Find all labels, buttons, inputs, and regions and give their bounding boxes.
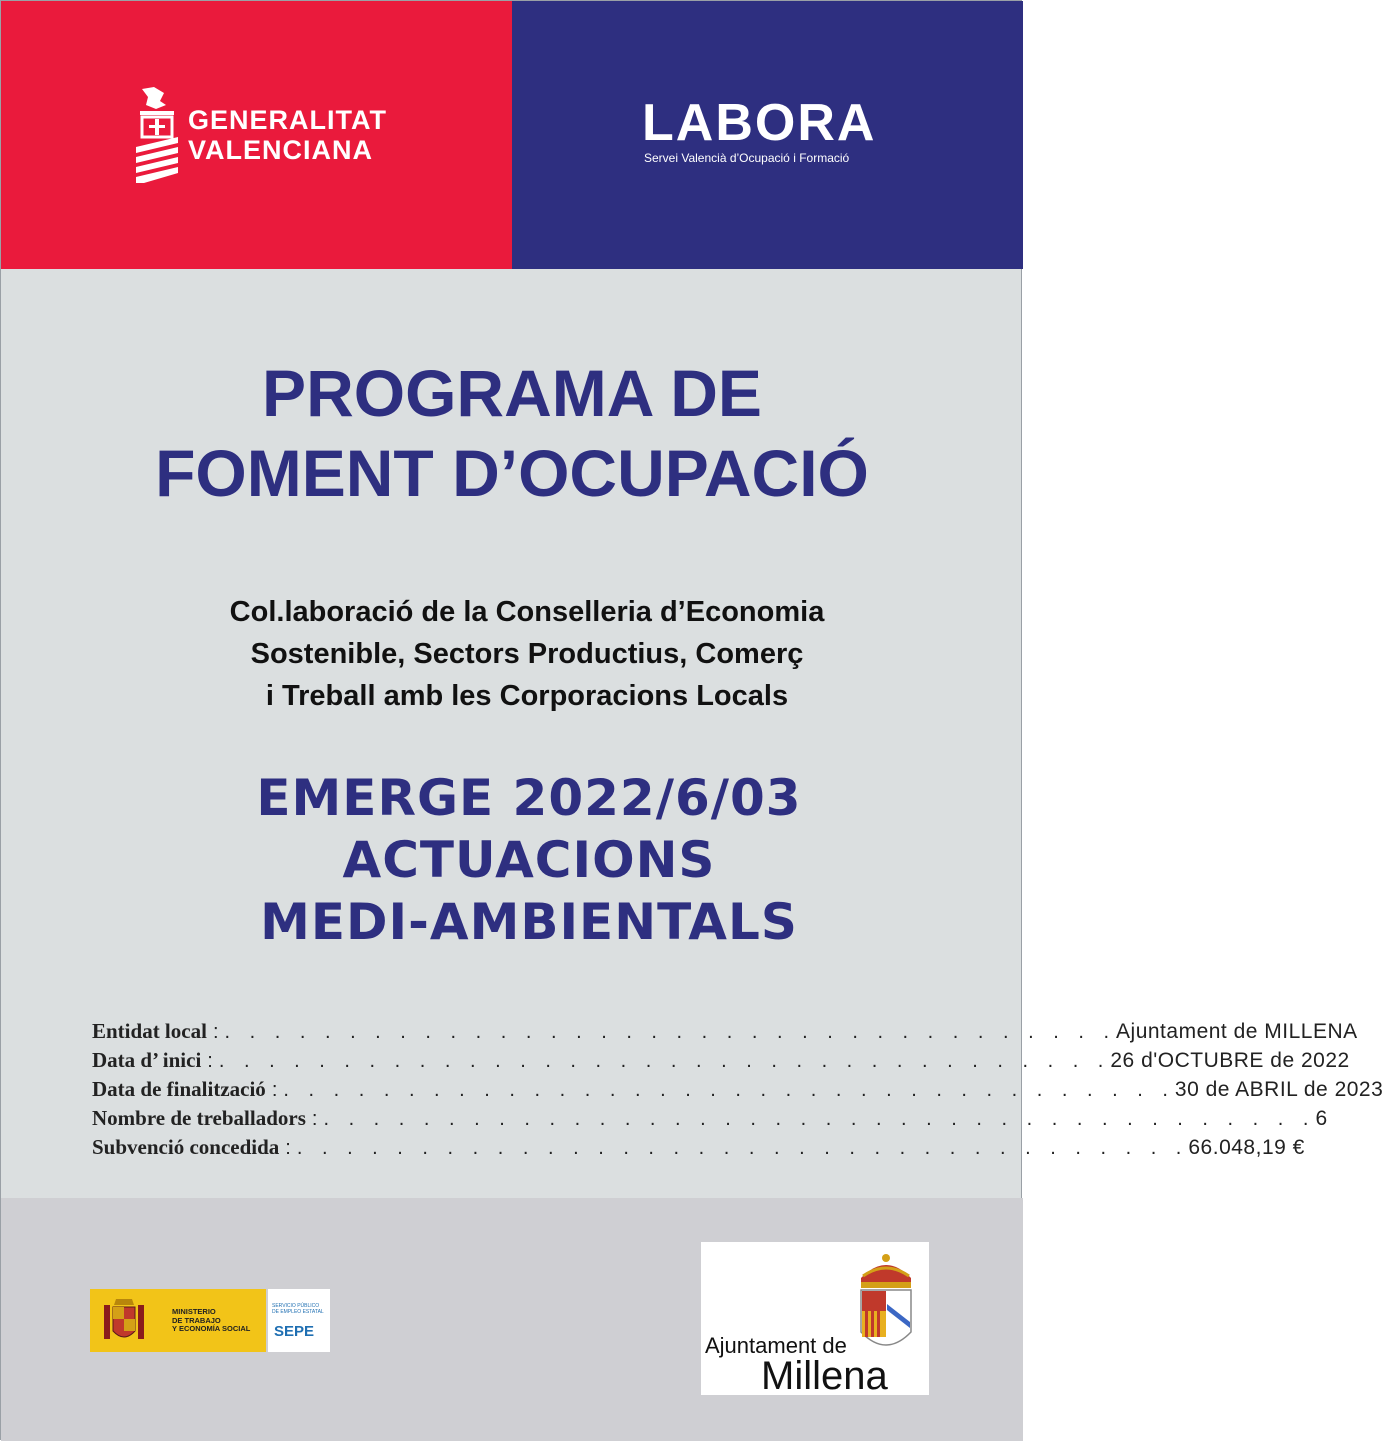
- gva-line1: GENERALITAT: [188, 105, 387, 135]
- detail-colon: :: [285, 1137, 291, 1159]
- detail-label: Entidat local: [92, 1019, 207, 1043]
- sepe-small-line2: DE EMPLEO ESTATAL: [272, 1309, 324, 1315]
- program-code-line3: MEDI-AMBIENTALS: [260, 893, 798, 951]
- detail-dots: . . . . . . . . . . . . . . . . . . . . . . . . . . . . . . . . . . . .: [283, 1079, 1175, 1101]
- detail-value: 30 de ABRIL de 2023: [1174, 1078, 1383, 1101]
- program-code-line2: ACTUACIONS: [342, 831, 716, 889]
- detail-value: 26 d'OCTUBRE de 2022: [1110, 1049, 1350, 1072]
- ministry-line1: MINISTERIO: [172, 1307, 216, 1316]
- detail-label: Data de finalització: [92, 1077, 266, 1101]
- labora-logo-title: LABORA: [642, 94, 877, 152]
- detail-row-workers: [92, 1106, 1328, 1135]
- collaboration-text: [1, 591, 1053, 717]
- header-red-panel: [1, 1, 512, 269]
- generalitat-emblem-icon: [134, 85, 180, 185]
- sepe-logo: [268, 1289, 330, 1352]
- detail-colon: :: [271, 1079, 278, 1101]
- detail-label: Subvenció concedida: [92, 1135, 280, 1159]
- detail-row-end-date: [92, 1077, 1383, 1106]
- ministry-line3: Y ECONOMÍA SOCIAL: [172, 1324, 251, 1333]
- generalitat-valenciana-logo: [134, 85, 394, 185]
- detail-dots: . . . . . . . . . . . . . . . . . . . . . . . . . . . . . . . . . . . .: [296, 1137, 1189, 1159]
- ajuntament-line2: Millena: [761, 1354, 888, 1398]
- collaboration-line1: Col.laboració de la Conselleria d’Economia: [229, 596, 825, 628]
- detail-colon: :: [311, 1108, 318, 1130]
- collaboration-line2: Sostenible, Sectors Productius, Comerç: [250, 638, 804, 670]
- detail-value: Ajuntament de MILLENA: [1116, 1020, 1358, 1043]
- spain-coat-of-arms-icon: [100, 1295, 148, 1347]
- ministry-line2: DE TRABAJO: [172, 1315, 221, 1325]
- detail-dots: . . . . . . . . . . . . . . . . . . . . . . . . . . . . . . . . . . . .: [224, 1021, 1117, 1043]
- details-list: [92, 1019, 1383, 1164]
- ministry-logo: [90, 1289, 266, 1352]
- detail-row-subsidy: [92, 1135, 1305, 1164]
- detail-row-entity: [92, 1019, 1358, 1048]
- program-title: [1, 353, 1023, 513]
- program-title-line1: PROGRAMA DE: [262, 356, 762, 430]
- detail-label: Data d’ inici: [92, 1048, 202, 1072]
- ajuntament-millena-logo: [701, 1242, 929, 1398]
- labora-logo-subtitle: Servei Valencià d’Ocupació i Formació: [644, 151, 850, 165]
- collaboration-line3: i Treball amb les Corporacions Locals: [265, 680, 789, 712]
- detail-row-start-date: [92, 1048, 1350, 1077]
- detail-dots: . . . . . . . . . . . . . . . . . . . . . . . . . . . . . . . . . . . .: [218, 1050, 1111, 1072]
- detail-value: 6: [1315, 1107, 1328, 1130]
- sepe-name: SEPE: [274, 1323, 315, 1340]
- sepe-small-line1: SERVICIO PÚBLICO: [272, 1303, 320, 1309]
- program-code-line1: EMERGE 2022/6/03: [256, 769, 802, 827]
- detail-colon: :: [212, 1021, 219, 1043]
- gva-line2: VALENCIANA: [188, 135, 373, 165]
- detail-label: Nombre de treballadors: [92, 1106, 306, 1130]
- detail-colon: :: [207, 1050, 213, 1072]
- program-code: [1, 767, 1057, 953]
- detail-dots: . . . . . . . . . . . . . . . . . . . . . . . . . . . . . . . . . . . . . . . .: [323, 1108, 1316, 1130]
- detail-value: 66.048,19 €: [1188, 1136, 1305, 1159]
- program-title-line2: FOMENT D’OCUPACIÓ: [155, 436, 869, 510]
- millena-coat-of-arms-icon: [853, 1248, 919, 1368]
- ministry-sepe-logo: [90, 1289, 330, 1352]
- ajuntament-line1: Ajuntament de: [705, 1333, 847, 1358]
